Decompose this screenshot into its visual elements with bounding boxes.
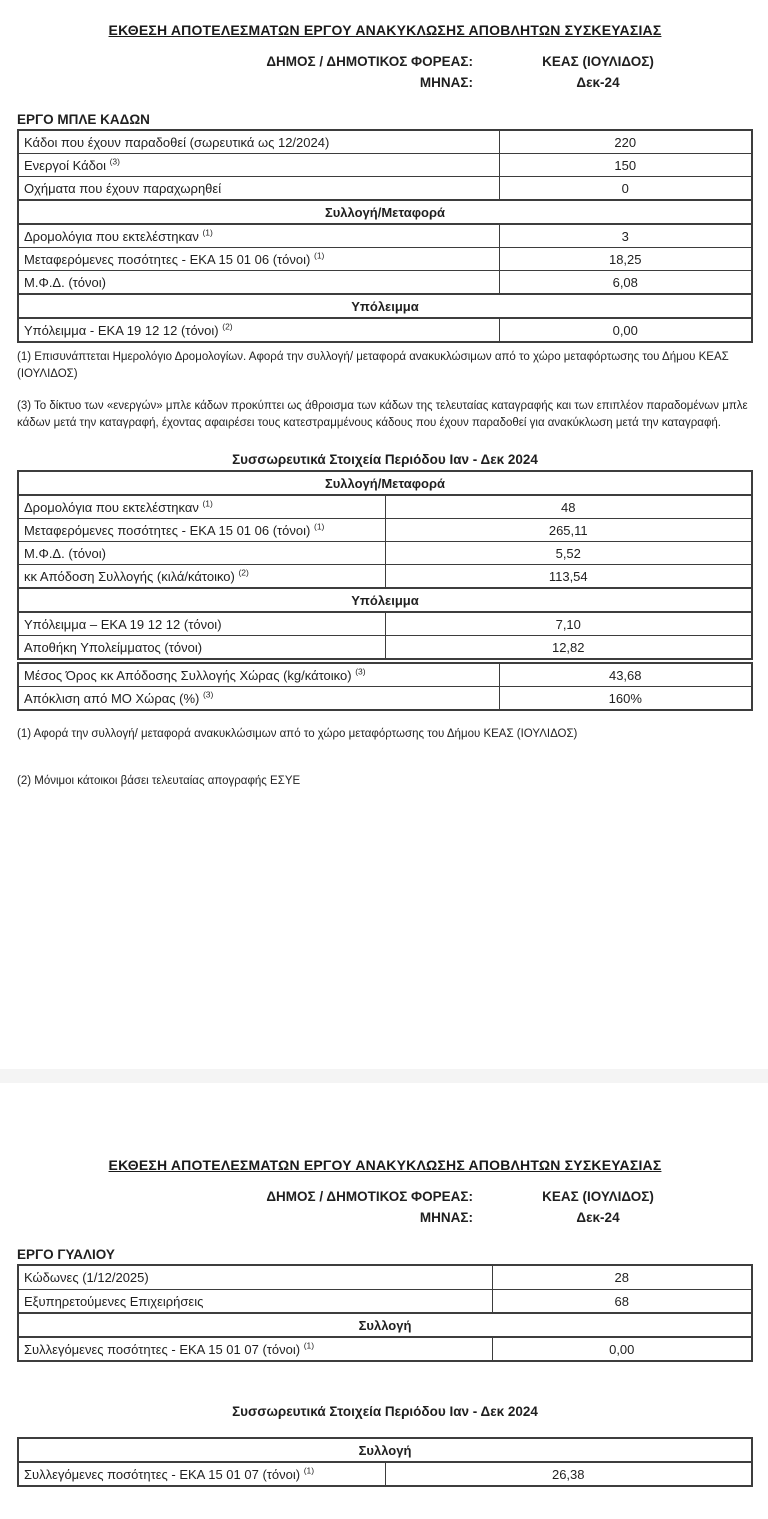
row-label-cell: Μ.Φ.Δ. (τόνοι) (18, 271, 499, 295)
country-average-table (17, 662, 753, 711)
row-value-cell: 0,00 (492, 1337, 752, 1361)
row-label-cell: Κώδωνες (1/12/2025) (18, 1265, 492, 1289)
municipality-value: ΚΕΑΣ (ΙΟΥΛΙΔΟΣ) (542, 54, 654, 69)
row-value-cell: 5,52 (385, 541, 752, 564)
row-label-cell: Μέσος Όρος κκ Απόδοσης Συλλογής Χώρας (kg/κάτοικο) $^{(3)}$ (18, 663, 499, 687)
row-value-cell: 18,25 (499, 248, 752, 271)
section-header-cell: Συλλογή/Μεταφορά (18, 200, 752, 224)
cumulative-footnote-1: (1) Αφορά την συλλογή/ μεταφορά ανακυκλώσιμων από το χώρο μεταφόρτωσης του Δήμου ΚΕΑΣ (ΙΟΥΛΙΔΟΣ) (17, 727, 578, 740)
municipality-value: ΚΕΑΣ (ΙΟΥΛΙΔΟΣ) (542, 1189, 654, 1204)
table-row (18, 686, 752, 710)
cumulative-footnote-2: (2) Μόνιμοι κάτοικοι βάσει τελευταίας απογραφής ΕΣΥΕ (17, 775, 301, 788)
table-row (18, 248, 752, 271)
row-label-cell: Υπόλειμμα - ΕΚΑ 19 12 12 (τόνοι) $^{(2)}$ (18, 318, 499, 342)
row-value-cell: 113,54 (385, 564, 752, 588)
month-value: Δεκ-24 (576, 75, 620, 90)
footnote-marker: (2) (238, 567, 249, 578)
municipality-row (17, 51, 753, 72)
row-value-cell: 160% (499, 686, 752, 710)
row-label-cell: Υπόλειμμα – ΕΚΑ 19 12 12 (τόνοι) (18, 612, 385, 636)
table-section-row (18, 200, 752, 224)
table-row (18, 1265, 752, 1289)
glass-monthly-table (17, 1264, 753, 1362)
row-value-cell: 68 (492, 1289, 752, 1313)
footnote-marker: (1) (303, 1340, 315, 1351)
row-label-cell: Συλλεγόμενες ποσότητες - ΕΚΑ 15 01 07 (τόνοι) $^{(1)}$ (18, 1337, 492, 1361)
month-row (17, 1207, 753, 1228)
month-label: ΜΗΝΑΣ: (419, 1210, 473, 1225)
table-row (18, 130, 752, 154)
cumulative-section-title: Συσσωρευτικά Στοιχεία Περιόδου Ιαν - Δεκ 2024 (232, 1404, 538, 1419)
report-header (17, 51, 753, 93)
footnote-marker: (3) (202, 689, 214, 700)
row-label-cell: Οχήματα που έχουν παραχωρηθεί (18, 177, 499, 201)
month-row (17, 72, 753, 93)
table-row (18, 495, 752, 519)
cumulative-section-title: Συσσωρευτικά Στοιχεία Περιόδου Ιαν - Δεκ 2024 (232, 451, 538, 467)
month-label: ΜΗΝΑΣ: (419, 75, 473, 90)
page-2 (0, 1083, 768, 1519)
footnote-marker: (1) (313, 250, 325, 261)
table-section-row (18, 294, 752, 318)
table-row (18, 1462, 752, 1486)
blue-bins-monthly-table (17, 129, 753, 343)
row-label-cell: Κάδοι που έχουν παραδοθεί (σωρευτικά ως 12/2024) (18, 130, 499, 154)
municipality-label: ΔΗΜΟΣ / ΔΗΜΟΤΙΚΟΣ ΦΟΡΕΑΣ: (266, 54, 473, 69)
row-value-cell: 0 (499, 177, 752, 201)
table-row (18, 635, 752, 659)
municipality-label: ΔΗΜΟΣ / ΔΗΜΟΤΙΚΟΣ ΦΟΡΕΑΣ: (266, 1189, 473, 1204)
row-value-cell: 7,10 (385, 612, 752, 636)
footnote-marker: (1) (202, 498, 213, 509)
row-value-cell: 265,11 (385, 518, 752, 541)
row-value-cell: 48 (385, 495, 752, 519)
table-section-row (18, 588, 752, 612)
row-label-cell: Ενεργοί Κάδοι $^{(3)}$ (18, 154, 499, 177)
row-value-cell: 220 (499, 130, 752, 154)
table-row (18, 541, 752, 564)
month-value: Δεκ-24 (576, 1210, 620, 1225)
section-header-cell: Συλλογή/Μεταφορά (18, 471, 752, 495)
table-section-row (18, 471, 752, 495)
row-value-cell: 28 (492, 1265, 752, 1289)
municipality-row (17, 1186, 753, 1207)
row-label-cell: κκ Απόδοση Συλλογής (κιλά/κάτοικο) $^{(2)}$ (18, 564, 385, 588)
row-value-cell: 6,08 (499, 271, 752, 295)
table-section-row (18, 1438, 752, 1462)
table-row (18, 518, 752, 541)
table-section-row (18, 1313, 752, 1337)
table-row (18, 177, 752, 201)
footnote-1: (1) Επισυνάπτεται Ημερολόγιο Δρομολογίων. Αφορά την συλλογή/ μεταφορά ανακυκλώσιμων από το χώρο μεταφόρτωσης του Δήμου ΚΕΑΣ (ΙΟΥΛΙΔΟΣ) (17, 351, 729, 380)
row-label-cell: Μεταφερόμενες ποσότητες - ΕΚΑ 15 01 06 (τόνοι) $^{(1)}$ (18, 518, 385, 541)
section-header-cell: Συλλογή (18, 1438, 752, 1462)
table-row (18, 318, 752, 342)
table-row (18, 154, 752, 177)
footnote-marker: (1) (313, 521, 325, 532)
row-label-cell: Δρομολόγια που εκτελέστηκαν $^{(1)}$ (18, 495, 385, 519)
page-title: ΕΚΘΕΣΗ ΑΠΟΤΕΛΕΣΜΑΤΩΝ ΕΡΓΟΥ ΑΝΑΚΥΚΛΩΣΗΣ ΑΠΟΒΛΗΤΩΝ ΣΥΣΚΕΥΑΣΙΑΣ (108, 1157, 662, 1173)
footnote-marker: (3) (109, 156, 120, 167)
footnote-3: (3) Το δίκτυο των «ενεργών» μπλε κάδων προκύπτει ως άθροισμα των κάδων της τελευταίας καταγραφής και των επιπλέον παραδομένων μπλε κάδων μετά την καταγραφή, έχοντας αφαιρέσει τους κατεστραμμένους κάδους που έχουν παραδοθεί για ανακύκλωση μετά την καταγραφή. (17, 400, 748, 430)
row-label-cell: Αποθήκη Υπολείμματος (τόνοι) (18, 635, 385, 659)
row-label-cell: Εξυπηρετούμενες Επιχειρήσεις (18, 1289, 492, 1313)
row-label-cell: Μ.Φ.Δ. (τόνοι) (18, 541, 385, 564)
page-title: ΕΚΘΕΣΗ ΑΠΟΤΕΛΕΣΜΑΤΩΝ ΕΡΓΟΥ ΑΝΑΚΥΚΛΩΣΗΣ ΑΠΟΒΛΗΤΩΝ ΣΥΣΚΕΥΑΣΙΑΣ (108, 22, 662, 38)
row-value-cell: 26,38 (385, 1462, 752, 1486)
row-label-cell: Συλλεγόμενες ποσότητες - ΕΚΑ 15 01 07 (τόνοι) $^{(1)}$ (18, 1462, 385, 1486)
table-row (18, 663, 752, 687)
project-title-blue-bins: ΕΡΓΟ ΜΠΛΕ ΚΑΔΩΝ (17, 112, 150, 127)
project-title-glass: ΕΡΓΟ ΓΥΑΛΙΟΥ (17, 1247, 115, 1262)
section-header-cell: Υπόλειμμα (18, 294, 752, 318)
section-header-cell: Υπόλειμμα (18, 588, 752, 612)
table-row (18, 1337, 752, 1361)
row-value-cell: 0,00 (499, 318, 752, 342)
row-value-cell: 150 (499, 154, 752, 177)
footnote-marker: (1) (202, 227, 213, 238)
blue-bins-cumulative-table (17, 470, 753, 660)
table-row (18, 224, 752, 248)
table-row (18, 612, 752, 636)
row-label-cell: Δρομολόγια που εκτελέστηκαν $^{(1)}$ (18, 224, 499, 248)
row-value-cell: 3 (499, 224, 752, 248)
row-value-cell: 43,68 (499, 663, 752, 687)
footnote-marker: (3) (355, 666, 366, 677)
footnote-marker: (2) (222, 321, 233, 332)
footnote-marker: (1) (303, 1465, 315, 1476)
glass-cumulative-table (17, 1437, 753, 1487)
row-value-cell: 12,82 (385, 635, 752, 659)
table-row (18, 1289, 752, 1313)
section-header-cell: Συλλογή (18, 1313, 752, 1337)
page-break-bar (0, 1069, 768, 1083)
table-row (18, 271, 752, 295)
row-label-cell: Μεταφερόμενες ποσότητες - ΕΚΑ 15 01 06 (τόνοι) $^{(1)}$ (18, 248, 499, 271)
table-row (18, 564, 752, 588)
report-header (17, 1186, 753, 1228)
row-label-cell: Απόκλιση από ΜΟ Χώρας (%) $^{(3)}$ (18, 686, 499, 710)
